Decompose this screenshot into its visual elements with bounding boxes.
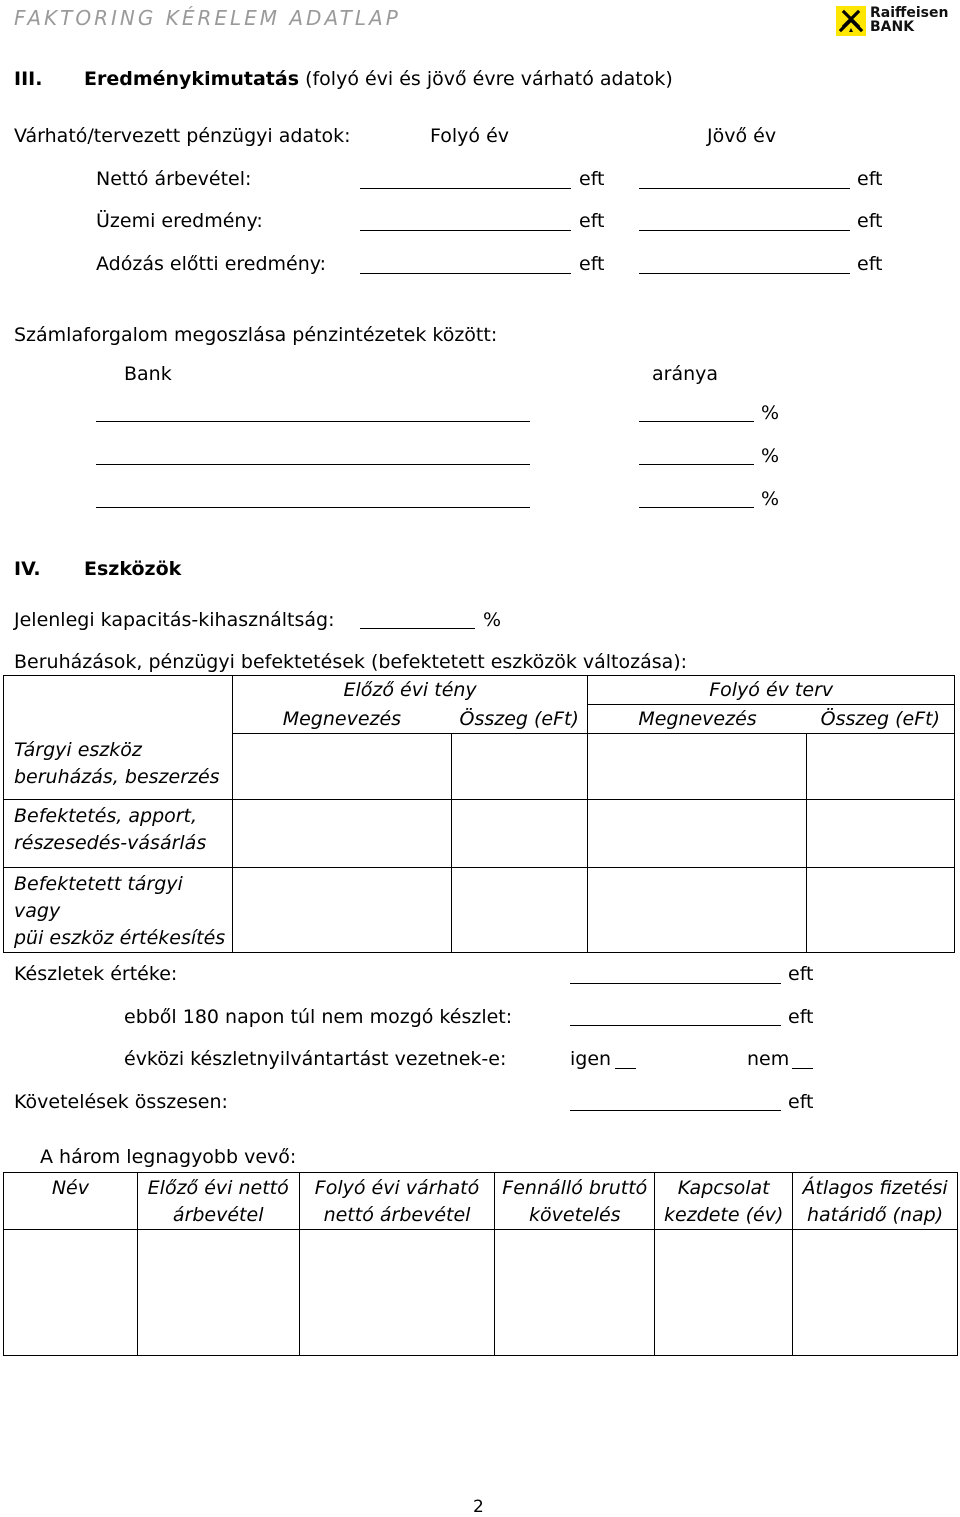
raiffeisen-logo-icon bbox=[836, 6, 866, 36]
percent-sign: % bbox=[761, 402, 780, 424]
row-label-line: püi eszköz értékesítés bbox=[14, 927, 226, 949]
bank-name-field-2[interactable] bbox=[96, 464, 530, 465]
inventory-sub-label: ebből 180 napon túl nem mozgó készlet: bbox=[124, 1006, 513, 1028]
row-label-line: részesedés-vásárlás bbox=[14, 832, 207, 854]
input-cell[interactable] bbox=[232, 868, 451, 953]
row-label-cell bbox=[4, 734, 233, 800]
logo-text-bank: BANK bbox=[870, 19, 915, 35]
header-gross-receivable: Fennálló bruttó követelés bbox=[495, 1173, 655, 1230]
net-revenue-current-field[interactable] bbox=[360, 188, 571, 189]
input-cell[interactable] bbox=[451, 800, 588, 868]
bank-name-field-1[interactable] bbox=[96, 421, 530, 422]
header-relation-start: Kapcsolat kezdete (év) bbox=[655, 1173, 793, 1230]
input-cell[interactable] bbox=[299, 1230, 495, 1356]
input-cell[interactable] bbox=[793, 1230, 958, 1356]
no-checkbox-line[interactable] bbox=[792, 1068, 813, 1069]
row-label-line: Befektetett tárgyi vagy bbox=[14, 873, 183, 922]
ratio-label: aránya bbox=[652, 363, 719, 385]
section4-title: Eszközök bbox=[84, 558, 182, 580]
table-row bbox=[4, 1230, 958, 1356]
capacity-field[interactable] bbox=[360, 628, 475, 629]
yes-checkbox-line[interactable] bbox=[615, 1068, 636, 1069]
investments-table bbox=[3, 675, 955, 953]
inventory-field[interactable] bbox=[570, 983, 781, 984]
pretax-result-current-field[interactable] bbox=[360, 273, 571, 274]
row-label-cell bbox=[4, 800, 233, 868]
input-cell[interactable] bbox=[4, 1230, 138, 1356]
bank-ratio-field-3[interactable] bbox=[639, 507, 754, 508]
group-prev-year: Előző évi tény bbox=[232, 676, 588, 705]
header-curr-revenue: Folyó évi várható nettó árbevétel bbox=[299, 1173, 495, 1230]
input-cell[interactable] bbox=[495, 1230, 655, 1356]
col-next-year: Jövő év bbox=[707, 125, 777, 147]
pretax-result-next-field[interactable] bbox=[639, 273, 850, 274]
no-label: nem bbox=[747, 1048, 790, 1070]
unit-eft: eft bbox=[788, 1091, 814, 1113]
bank-label: Bank bbox=[124, 363, 172, 385]
yes-label: igen bbox=[570, 1048, 612, 1070]
inventory-tracking-label: évközi készletnyilvántartást vezetnek-e: bbox=[124, 1048, 507, 1070]
row-pretax-result-label: Adózás előtti eredmény: bbox=[96, 253, 327, 275]
customers-header-row bbox=[4, 1173, 958, 1230]
unit-eft: eft bbox=[857, 168, 883, 190]
row-label-line: Tárgyi eszköz bbox=[14, 738, 142, 761]
input-cell[interactable] bbox=[232, 734, 451, 800]
unit-eft: eft bbox=[857, 253, 883, 275]
input-cell[interactable] bbox=[232, 800, 451, 868]
unit-eft: eft bbox=[579, 168, 605, 190]
col-current-year: Folyó év bbox=[430, 125, 509, 147]
unit-eft: eft bbox=[579, 210, 605, 232]
financial-label: Várható/tervezett pénzügyi adatok: bbox=[14, 125, 351, 147]
input-cell[interactable] bbox=[451, 868, 588, 953]
unit-eft: eft bbox=[579, 253, 605, 275]
section3-subtitle: (folyó évi és jövő évre várható adatok) bbox=[305, 68, 673, 90]
distribution-label: Számlaforgalom megoszlása pénzintézetek között: bbox=[14, 324, 498, 346]
inventory-label: Készletek értéke: bbox=[14, 963, 178, 985]
percent-sign: % bbox=[761, 445, 780, 467]
input-cell[interactable] bbox=[588, 800, 807, 868]
operating-result-current-field[interactable] bbox=[360, 230, 571, 231]
input-cell[interactable] bbox=[588, 868, 807, 953]
input-cell[interactable] bbox=[807, 868, 955, 953]
inventory-sub-field[interactable] bbox=[570, 1025, 781, 1026]
header-name: Név bbox=[4, 1173, 138, 1230]
col-name-curr: Megnevezés bbox=[588, 705, 807, 734]
customers-table bbox=[3, 1172, 958, 1356]
page-number: 2 bbox=[473, 1497, 484, 1517]
form-title: FAKTORING KÉRELEM ADATLAP bbox=[14, 6, 401, 30]
input-cell[interactable] bbox=[137, 1230, 299, 1356]
input-cell[interactable] bbox=[655, 1230, 793, 1356]
unit-eft: eft bbox=[857, 210, 883, 232]
logo-text-raiffeisen: Raiffeisen bbox=[870, 5, 949, 21]
bank-name-field-3[interactable] bbox=[96, 507, 530, 508]
input-cell[interactable] bbox=[807, 800, 955, 868]
unit-eft: eft bbox=[788, 963, 814, 985]
receivables-label: Követelések összesen: bbox=[14, 1091, 228, 1113]
input-cell[interactable] bbox=[451, 734, 588, 800]
col-amount-curr: Összeg (eFt) bbox=[807, 705, 955, 734]
group-curr-year: Folyó év terv bbox=[588, 676, 955, 705]
section3-title: Eredménykimutatás bbox=[84, 68, 300, 90]
row-label-cell bbox=[4, 868, 233, 953]
col-name-prev: Megnevezés bbox=[232, 705, 451, 734]
input-cell[interactable] bbox=[588, 734, 807, 800]
bank-ratio-field-1[interactable] bbox=[639, 421, 754, 422]
section3-number: III. bbox=[14, 68, 43, 90]
table-row bbox=[4, 800, 955, 868]
customers-label: A három legnagyobb vevő: bbox=[40, 1146, 297, 1168]
header-prev-revenue: Előző évi nettó árbevétel bbox=[137, 1173, 299, 1230]
section3-heading bbox=[84, 70, 673, 89]
row-label-line: beruházás, beszerzés bbox=[14, 765, 220, 788]
percent-sign: % bbox=[761, 488, 780, 510]
unit-eft: eft bbox=[788, 1006, 814, 1028]
table-row bbox=[4, 868, 955, 953]
section4-number: IV. bbox=[14, 558, 41, 580]
capacity-label: Jelenlegi kapacitás-kihasználtság: bbox=[14, 609, 335, 631]
row-label-line: Befektetés, apport, bbox=[14, 805, 198, 827]
bank-ratio-field-2[interactable] bbox=[639, 464, 754, 465]
operating-result-next-field[interactable] bbox=[639, 230, 850, 231]
table-row bbox=[4, 734, 955, 800]
header-payment-term: Átlagos fizetési határidő (nap) bbox=[793, 1173, 958, 1230]
receivables-field[interactable] bbox=[570, 1110, 781, 1111]
input-cell[interactable] bbox=[807, 734, 955, 800]
raiffeisen-logo bbox=[836, 5, 951, 37]
row-net-revenue-label: Nettó árbevétel: bbox=[96, 168, 252, 190]
percent-sign: % bbox=[483, 609, 502, 631]
row-operating-result-label: Üzemi eredmény: bbox=[96, 210, 263, 232]
table-corner-cell bbox=[4, 676, 233, 734]
col-amount-prev: Összeg (eFt) bbox=[451, 705, 588, 734]
net-revenue-next-field[interactable] bbox=[639, 188, 850, 189]
investments-label: Beruházások, pénzügyi befektetések (befektetett eszközök változása): bbox=[14, 651, 688, 673]
